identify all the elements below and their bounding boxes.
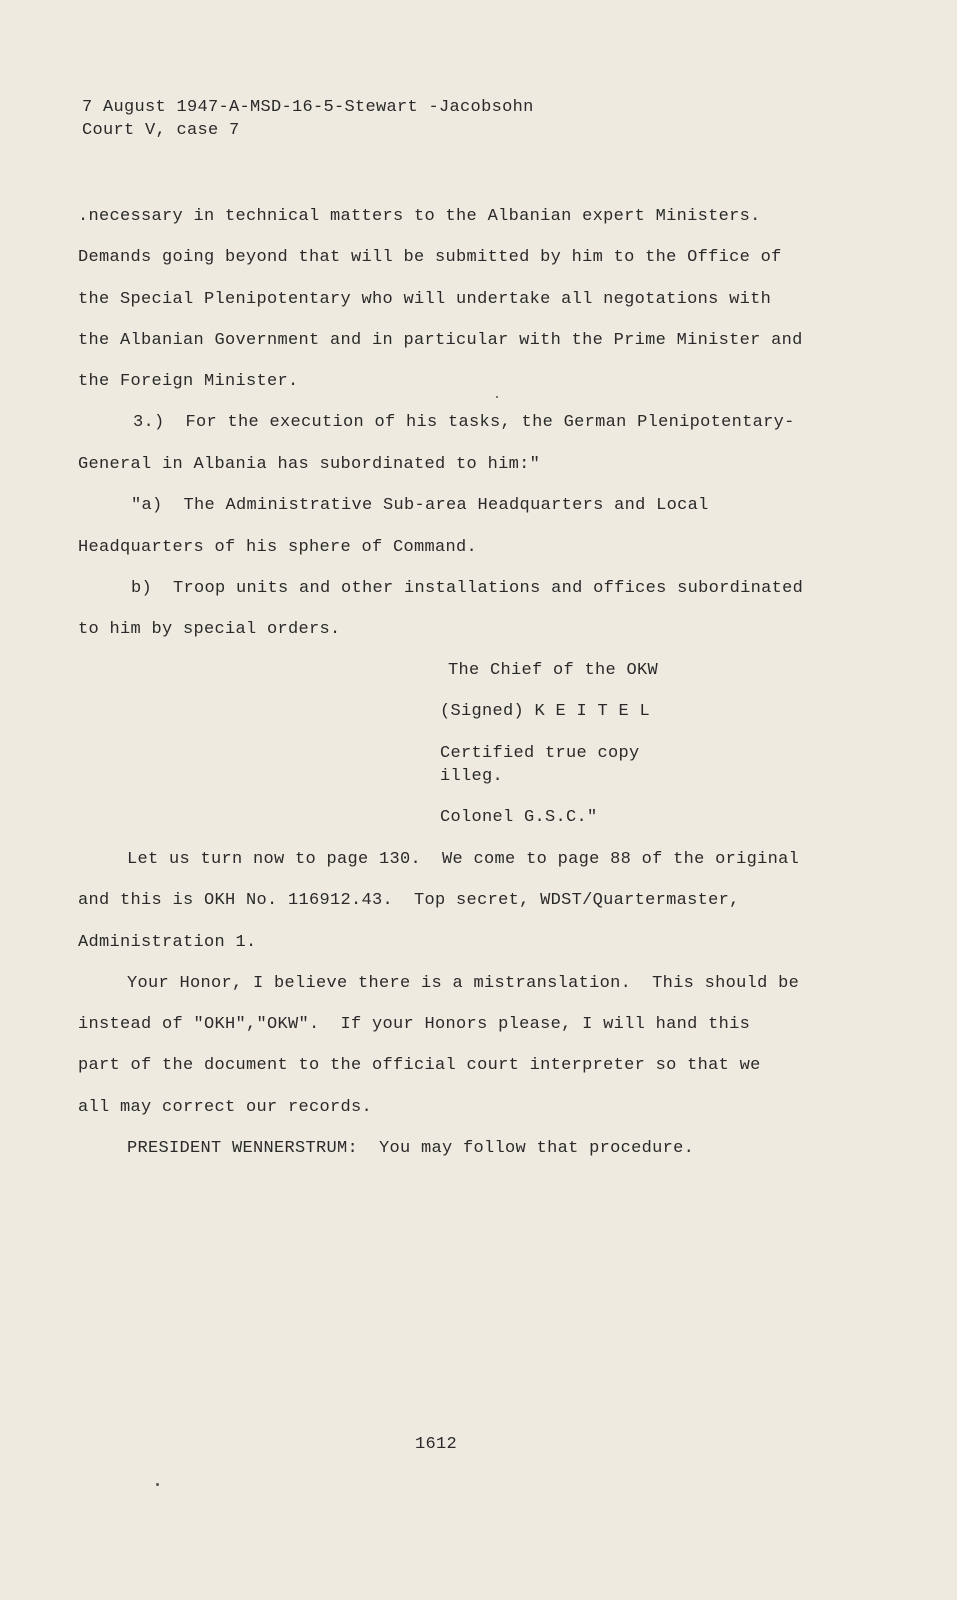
body-line: the Albanian Government and in particular with the Prime Minister and — [78, 331, 803, 350]
body-line: Headquarters of his sphere of Command. — [78, 538, 478, 557]
header-line-1: 7 August 1947-A-MSD-16-5-Stewart -Jacobsohn — [82, 98, 534, 117]
body-line: to him by special orders. — [78, 620, 341, 639]
page-number: 1612 — [415, 1435, 458, 1454]
body-line: instead of "OKH","OKW". If your Honors please, I will hand this — [78, 1015, 751, 1034]
header-line-2: Court V, case 7 — [82, 121, 240, 140]
body-line: part of the document to the official court interpreter so that we — [78, 1056, 761, 1075]
body-line: the Special Plenipotentary who will undertake all negotations with — [78, 290, 772, 309]
body-line: b) Troop units and other installations and offices subordinated — [131, 579, 804, 598]
body-line: all may correct our records. — [78, 1098, 373, 1117]
body-line: General in Albania has subordinated to him:" — [78, 455, 541, 474]
body-line: 3.) For the execution of his tasks, the German Plenipotentary- — [133, 413, 795, 432]
body-line: Demands going beyond that will be submitted by him to the Office of — [78, 248, 782, 267]
signature-line: Colonel G.S.C." — [440, 808, 598, 827]
body-line: Your Honor, I believe there is a mistranslation. This should be — [127, 974, 800, 993]
body-line: "a) The Administrative Sub-area Headquarters and Local — [131, 496, 709, 515]
body-line: .necessary in technical matters to the Albanian expert Ministers. — [78, 207, 761, 226]
signature-line: The Chief of the OKW — [448, 661, 659, 680]
body-line: and this is OKH No. 116912.43. Top secret, WDST/Quartermaster, — [78, 891, 740, 910]
body-line: Administration 1. — [78, 933, 257, 952]
signature-line: illeg. — [440, 767, 504, 786]
paper-speck — [496, 396, 498, 398]
president-statement: PRESIDENT WENNERSTRUM: You may follow that procedure. — [127, 1139, 695, 1158]
signature-line: (Signed) K E I T E L — [440, 702, 651, 721]
body-line: the Foreign Minister. — [78, 372, 299, 391]
paper-speck — [156, 1483, 159, 1486]
body-line: Let us turn now to page 130. We come to page 88 of the original — [127, 850, 800, 869]
signature-line: Certified true copy — [440, 744, 640, 763]
